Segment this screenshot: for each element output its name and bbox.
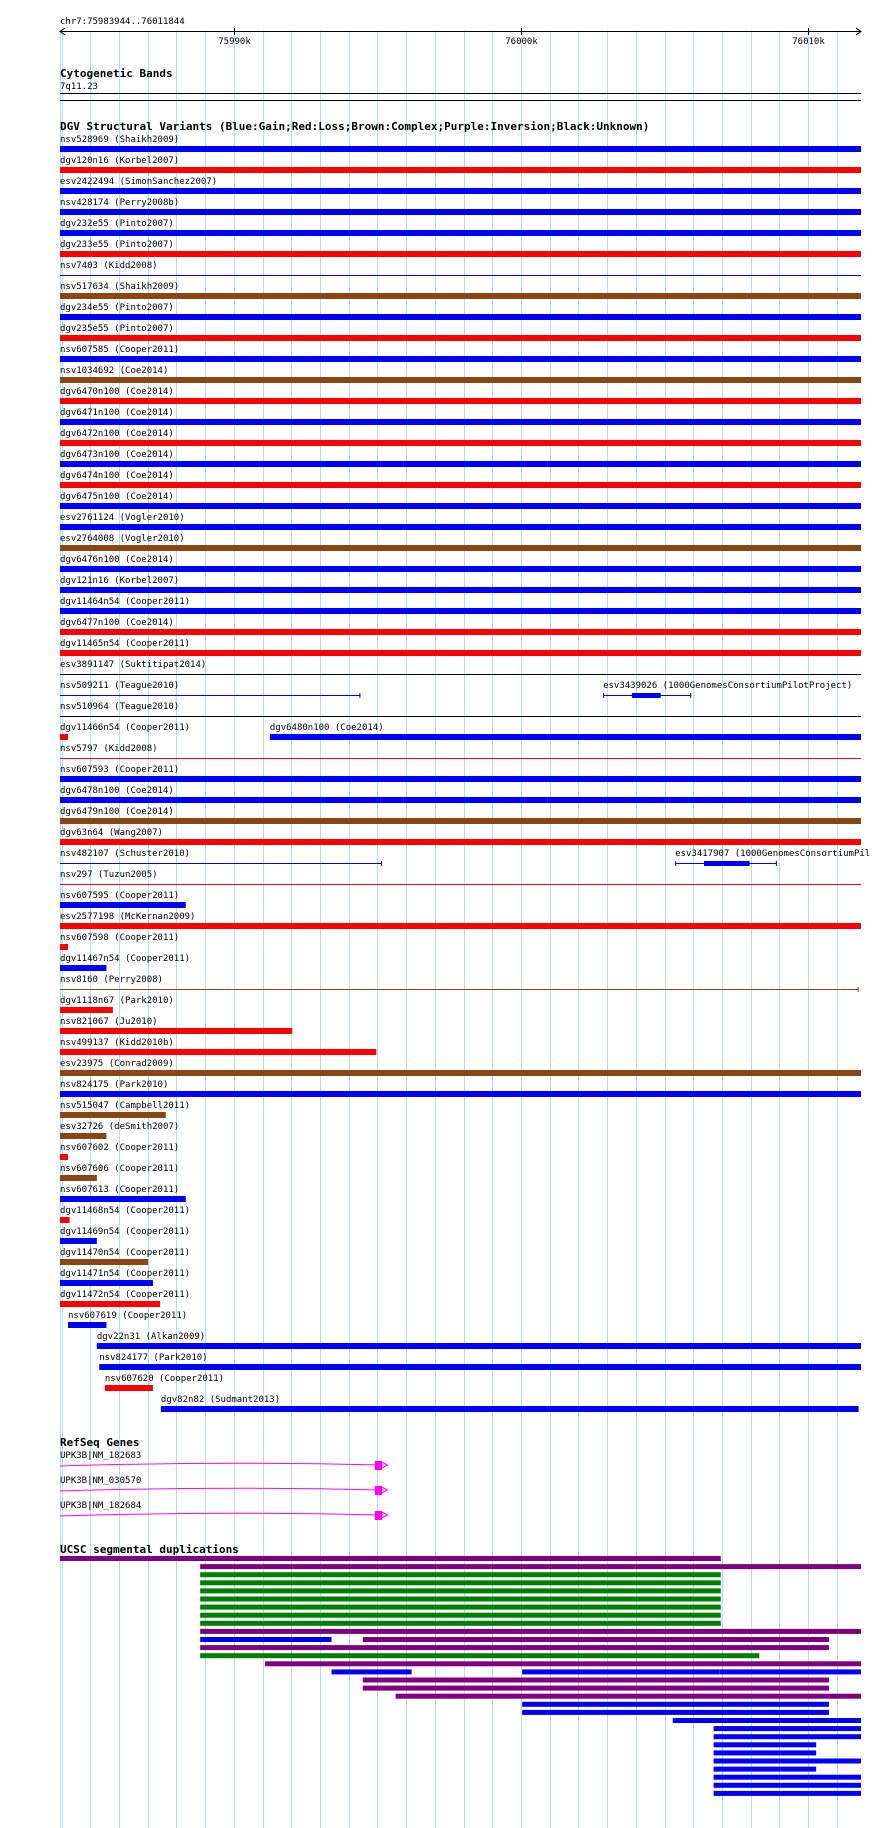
dgv-variant-bar[interactable] — [60, 1196, 186, 1202]
dgv-variant-label[interactable]: dgv11465n54 (Cooper2011) — [60, 639, 191, 649]
dgv-variant-label[interactable]: dgv6476n100 (Coe2014) — [60, 555, 174, 565]
refseq-gene-intron[interactable] — [60, 1513, 384, 1516]
dgv-variant-bar[interactable] — [60, 188, 861, 194]
dgv-variant-bar[interactable] — [60, 335, 861, 341]
dgv-variant-bar[interactable] — [60, 1133, 106, 1139]
dgv-variant-label[interactable]: dgv82n82 (Sudmant2013) — [160, 1395, 281, 1405]
dgv-variant-bar[interactable] — [60, 545, 861, 551]
dgv-variant-bar[interactable] — [60, 461, 861, 467]
dgv-variant-bar[interactable] — [60, 608, 861, 614]
dgv-variant-label[interactable]: nsv607606 (Cooper2011) — [60, 1164, 180, 1174]
dgv-variant-bar[interactable] — [60, 524, 861, 530]
dgv-variant-label[interactable]: dgv11469n54 (Cooper2011) — [60, 1227, 191, 1237]
refseq-gene-label[interactable]: UPK3B|NM_030570 — [60, 1476, 142, 1486]
dgv-variant-bar[interactable] — [60, 1259, 148, 1265]
dgv-variant-label[interactable]: nsv528969 (Shaikh2009) — [60, 135, 180, 145]
dgv-variant-bar[interactable] — [60, 419, 861, 425]
dgv-variant-bar[interactable] — [60, 1028, 292, 1034]
dgv-variant-label[interactable]: nsv821067 (Ju2010) — [60, 1017, 158, 1027]
segdup-bar[interactable] — [522, 1702, 829, 1707]
dgv-variant-bar[interactable] — [60, 587, 861, 593]
dgv-variant-label[interactable]: dgv232e55 (Pinto2007) — [60, 219, 174, 229]
dgv-variant-label[interactable]: dgv6479n100 (Coe2014) — [60, 807, 174, 817]
segdup-bar[interactable] — [363, 1637, 829, 1642]
dgv-variant-label[interactable]: nsv824175 (Park2010) — [60, 1080, 169, 1090]
dgv-variant-bar[interactable] — [60, 146, 861, 152]
dgv-variant-label[interactable]: nsv8160 (Perry2008) — [60, 975, 163, 985]
dgv-variant-label[interactable]: nsv5797 (Kidd2008) — [60, 744, 158, 754]
dgv-variant-bar[interactable] — [60, 1301, 160, 1307]
dgv-variant-label[interactable]: dgv235e55 (Pinto2007) — [60, 324, 174, 334]
dgv-variant-bar[interactable] — [60, 965, 106, 971]
segdup-bar[interactable] — [714, 1791, 861, 1796]
dgv-variant-bar[interactable] — [97, 1343, 861, 1349]
dgv-variant-label[interactable]: nsv607598 (Cooper2011) — [60, 933, 180, 943]
segdup-bar[interactable] — [200, 1597, 721, 1602]
dgv-variant-label[interactable]: esv3417907 (1000GenomesConsortiumPil — [675, 849, 871, 859]
segdup-bar[interactable] — [714, 1759, 861, 1764]
dgv-variant-bar[interactable] — [60, 734, 68, 740]
dgv-variant-label[interactable]: dgv6471n100 (Coe2014) — [60, 408, 174, 418]
dgv-variant-label[interactable]: esv2422494 (SimonSanchez2007) — [60, 177, 218, 187]
dgv-variant-bar[interactable] — [60, 167, 861, 173]
dgv-variant-bar[interactable] — [60, 650, 861, 656]
dgv-variant-label[interactable]: dgv6474n100 (Coe2014) — [60, 471, 174, 481]
dgv-variant-label[interactable]: dgv6477n100 (Coe2014) — [60, 618, 174, 628]
dgv-variant-label[interactable]: esv32726 (deSmith2007) — [60, 1122, 180, 1132]
dgv-variant-label[interactable]: dgv6475n100 (Coe2014) — [60, 492, 174, 502]
dgv-variant-label[interactable]: dgv1118n67 (Park2010) — [60, 996, 174, 1006]
dgv-variant-bar[interactable] — [161, 1406, 859, 1412]
refseq-gene-exon[interactable] — [375, 1486, 382, 1495]
dgv-variant-bar[interactable] — [99, 1364, 861, 1370]
dgv-variant-label[interactable]: nsv607585 (Cooper2011) — [60, 345, 180, 355]
cytoband-label: 7q11.23 — [60, 82, 98, 92]
dgv-variant-label[interactable]: nsv510964 (Teague2010) — [60, 702, 180, 712]
dgv-variant-bar[interactable] — [60, 1280, 153, 1286]
dgv-variant-label[interactable]: nsv607619 (Cooper2011) — [68, 1311, 188, 1321]
segdup-bar[interactable] — [522, 1669, 719, 1674]
dgv-variant-bar[interactable] — [60, 776, 861, 782]
dgv-variant-bar[interactable] — [105, 1385, 153, 1391]
segdup-bar[interactable] — [200, 1588, 721, 1593]
dgv-variant-label[interactable]: nsv515047 (Campbell2011) — [60, 1101, 191, 1111]
dgv-variant-label[interactable]: dgv11471n54 (Cooper2011) — [60, 1269, 191, 1279]
dgv-variant-label[interactable]: esv2761124 (Vogler2010) — [60, 513, 185, 523]
dgv-variant-label[interactable]: esv3891147 (Suktitipat2014) — [60, 660, 207, 670]
dgv-variant-label[interactable]: dgv11464n54 (Cooper2011) — [60, 597, 191, 607]
segdup-bar[interactable] — [200, 1580, 721, 1585]
segdup-bar[interactable] — [200, 1637, 331, 1642]
segdup-bar[interactable] — [265, 1661, 861, 1666]
refseq-gene-label[interactable]: UPK3B|NM_182683 — [60, 1451, 142, 1461]
dgv-variant-bar[interactable] — [60, 398, 861, 404]
segdup-bar[interactable] — [714, 1742, 817, 1747]
dgv-variant-label[interactable]: esv23975 (Conrad2009) — [60, 1059, 174, 1069]
dgv-variant-bar[interactable] — [60, 251, 861, 257]
refseq-gene-intron[interactable] — [60, 1488, 384, 1491]
dgv-variant-bar[interactable] — [68, 1322, 106, 1328]
dgv-variant-label[interactable]: nsv509211 (Teague2010) — [60, 681, 180, 691]
dgv-variant-bar[interactable] — [60, 1238, 97, 1244]
dgv-variant-label[interactable]: dgv6480n100 (Coe2014) — [269, 723, 384, 733]
segdup-bar[interactable] — [714, 1775, 861, 1780]
segdup-bar[interactable] — [200, 1605, 721, 1610]
dgv-variant-bar[interactable] — [270, 734, 861, 740]
dgv-variant-bar[interactable] — [60, 839, 861, 845]
segdup-bar[interactable] — [714, 1734, 861, 1739]
segdup-bar[interactable] — [363, 1678, 829, 1683]
dgv-variant-label[interactable]: dgv233e55 (Pinto2007) — [60, 240, 174, 250]
dgv-variant-label[interactable]: dgv6470n100 (Coe2014) — [60, 387, 174, 397]
segdup-bar[interactable] — [200, 1572, 721, 1577]
dgv-variant-label[interactable]: nsv607593 (Cooper2011) — [60, 765, 180, 775]
dgv-variant-core[interactable] — [704, 861, 750, 866]
dgv-variant-label[interactable]: nsv297 (Tuzun2005) — [60, 870, 158, 880]
dgv-variant-label[interactable]: esv3439026 (1000GenomesConsortiumPilotProject) — [603, 681, 853, 691]
dgv-variant-bar[interactable] — [60, 1049, 376, 1055]
dgv-variant-bar[interactable] — [60, 566, 861, 572]
refseq-gene-exon[interactable] — [375, 1511, 382, 1520]
dgv-variant-label[interactable]: dgv11468n54 (Cooper2011) — [60, 1206, 191, 1216]
dgv-variant-label[interactable]: nsv607602 (Cooper2011) — [60, 1143, 180, 1153]
segdup-bar[interactable] — [200, 1653, 759, 1658]
dgv-variant-bar[interactable] — [60, 440, 861, 446]
refseq-track-title: RefSeq Genes — [60, 1436, 140, 1449]
segdup-bar[interactable] — [363, 1686, 829, 1691]
segdup-bar[interactable] — [200, 1645, 829, 1650]
dgv-variant-bar[interactable] — [60, 629, 861, 635]
dgv-variant-label[interactable]: nsv482107 (Schuster2010) — [60, 849, 191, 859]
segdup-bar[interactable] — [522, 1710, 829, 1715]
dgv-variant-label[interactable]: nsv607620 (Cooper2011) — [104, 1374, 225, 1384]
dgv-variant-bar[interactable] — [60, 818, 861, 824]
dgv-variant-label[interactable]: dgv6478n100 (Coe2014) — [60, 786, 174, 796]
segdup-bar[interactable] — [200, 1564, 861, 1569]
ruler-tick-label: 76000k — [505, 37, 538, 47]
dgv-variant-bar[interactable] — [60, 1007, 113, 1013]
dgv-variant-bar[interactable] — [60, 356, 861, 362]
segdup-bar[interactable] — [200, 1613, 721, 1618]
dgv-variant-label[interactable]: esv2577198 (McKernan2009) — [60, 912, 196, 922]
ruler-tick-label: 76010k — [792, 37, 825, 47]
dgv-variant-bar[interactable] — [60, 314, 861, 320]
dgv-variant-bar[interactable] — [60, 1070, 861, 1076]
dgv-variant-label[interactable]: dgv121n16 (Korbel2007) — [60, 576, 180, 586]
dgv-variant-label[interactable]: nsv607595 (Cooper2011) — [60, 891, 180, 901]
dgv-variant-bar[interactable] — [60, 209, 861, 215]
dgv-variant-label[interactable]: dgv6472n100 (Coe2014) — [60, 429, 174, 439]
dgv-variant-label[interactable]: nsv517634 (Shaikh2009) — [60, 282, 180, 292]
segdup-track-title: UCSC segmental duplications — [60, 1543, 239, 1556]
dgv-variant-label[interactable]: dgv6473n100 (Coe2014) — [60, 450, 174, 460]
dgv-variant-bar[interactable] — [60, 1175, 97, 1181]
dgv-variant-label[interactable]: dgv11467n54 (Cooper2011) — [60, 954, 191, 964]
dgv-variant-bar[interactable] — [60, 482, 861, 488]
segdup-bar[interactable] — [714, 1726, 861, 1731]
dgv-variant-core[interactable] — [632, 693, 661, 698]
segdup-bar[interactable] — [200, 1621, 721, 1626]
refseq-gene-intron[interactable] — [60, 1463, 384, 1466]
dgv-variant-bar[interactable] — [60, 923, 861, 929]
dgv-variant-label[interactable]: dgv11472n54 (Cooper2011) — [60, 1290, 191, 1300]
segdup-bar[interactable] — [714, 1783, 861, 1788]
refseq-gene-label[interactable]: UPK3B|NM_182684 — [60, 1501, 142, 1511]
ruler-range-label: chr7:75983944..76011844 — [60, 17, 185, 27]
dgv-variant-bar[interactable] — [60, 293, 861, 299]
dgv-variant-bar[interactable] — [60, 944, 68, 950]
dgv-variant-label[interactable]: nsv7403 (Kidd2008) — [60, 261, 158, 271]
dgv-variant-bar[interactable] — [60, 902, 186, 908]
segdup-bar[interactable] — [714, 1767, 817, 1772]
dgv-variant-label[interactable]: nsv428174 (Perry2008b) — [60, 198, 180, 208]
dgv-variant-bar[interactable] — [60, 1217, 70, 1223]
dgv-variant-bar[interactable] — [60, 797, 861, 803]
cytoband-track-title: Cytogenetic Bands — [60, 67, 173, 80]
dgv-track-title: DGV Structural Variants (Blue:Gain;Red:Loss;Brown:Complex;Purple:Inversion;Black:Unknown) — [60, 120, 650, 133]
segdup-bar[interactable] — [714, 1750, 817, 1755]
dgv-variant-bar[interactable] — [60, 377, 861, 383]
segdup-bar[interactable] — [332, 1669, 412, 1674]
segdup-bar[interactable] — [200, 1629, 861, 1634]
dgv-variant-bar[interactable] — [60, 1154, 68, 1160]
dgv-variant-label[interactable]: nsv607613 (Cooper2011) — [60, 1185, 180, 1195]
dgv-variant-bar[interactable] — [60, 503, 861, 509]
dgv-variant-label[interactable]: dgv22n31 (Alkan2009) — [96, 1332, 206, 1342]
dgv-variant-label[interactable]: dgv234e55 (Pinto2007) — [60, 303, 174, 313]
dgv-variant-bar[interactable] — [60, 1112, 166, 1118]
dgv-variant-bar[interactable] — [60, 230, 861, 236]
segdup-bar[interactable] — [60, 1556, 721, 1561]
ruler-tick-label: 75990k — [218, 37, 251, 47]
dgv-variant-label[interactable]: esv2764008 (Vogler2010) — [60, 534, 185, 544]
dgv-variant-label[interactable]: nsv499137 (Kidd2010b) — [60, 1038, 174, 1048]
dgv-variant-label[interactable]: nsv824177 (Park2010) — [99, 1353, 208, 1363]
dgv-variant-label[interactable]: nsv1034692 (Coe2014) — [60, 366, 169, 376]
segdup-bar[interactable] — [719, 1669, 861, 1674]
dgv-variant-label[interactable]: dgv11470n54 (Cooper2011) — [60, 1248, 191, 1258]
refseq-gene-exon[interactable] — [375, 1461, 382, 1470]
segdup-bar[interactable] — [396, 1694, 861, 1699]
dgv-variant-label[interactable]: dgv11466n54 (Cooper2011) — [60, 723, 191, 733]
segdup-bar[interactable] — [673, 1718, 861, 1723]
dgv-variant-label[interactable]: dgv120n16 (Korbel2007) — [60, 156, 180, 166]
dgv-variant-label[interactable]: dgv63n64 (Wang2007) — [60, 828, 163, 838]
dgv-variant-bar[interactable] — [60, 1091, 861, 1097]
